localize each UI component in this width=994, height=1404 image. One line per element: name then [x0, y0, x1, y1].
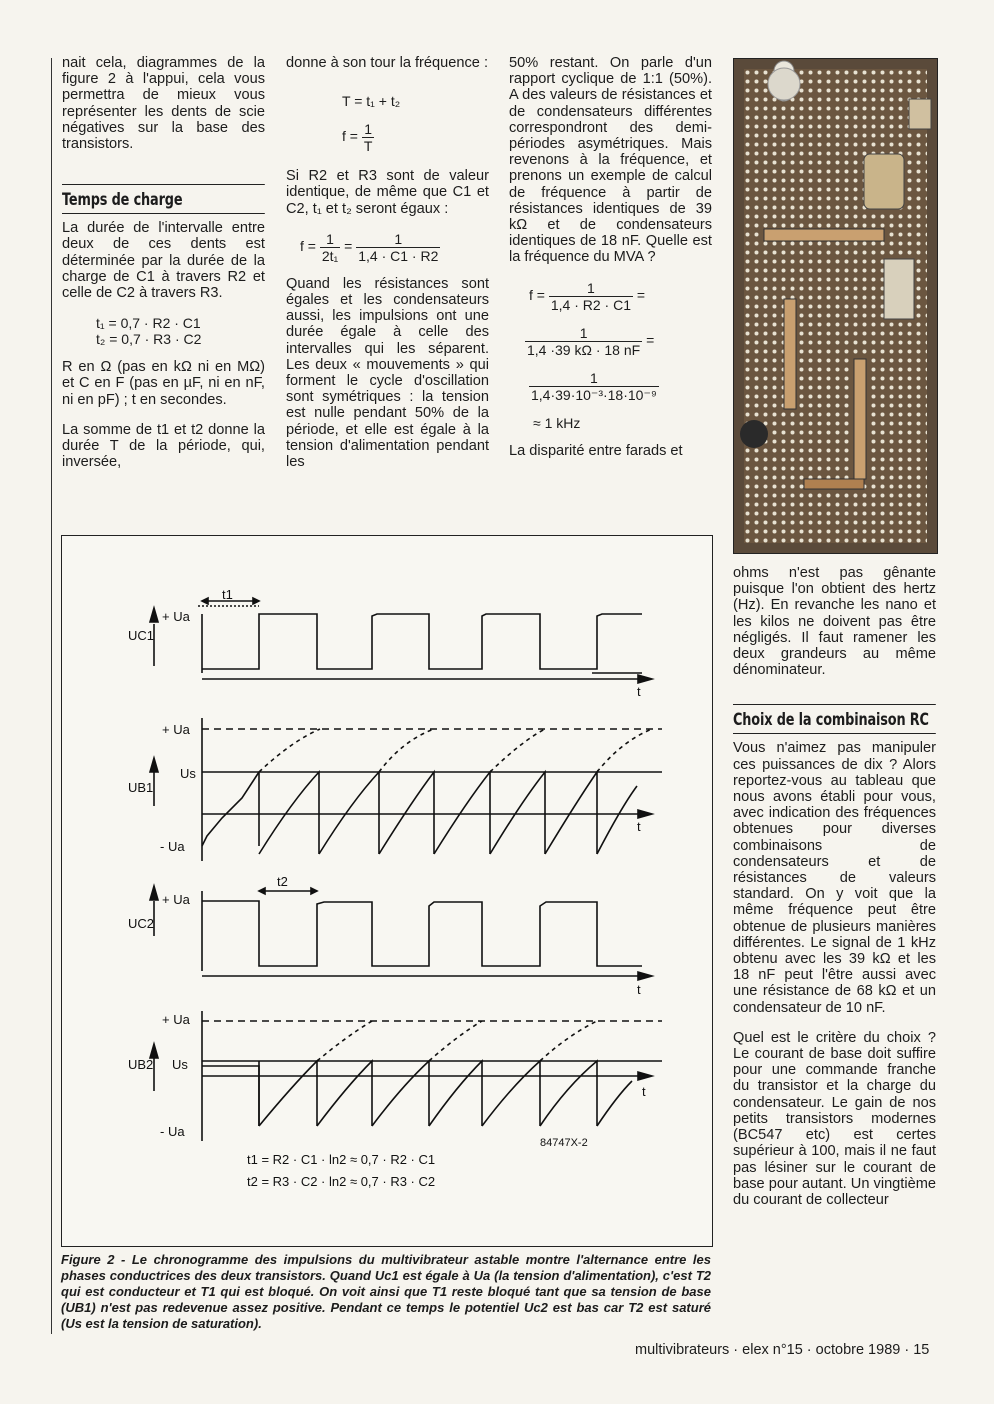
label-t1: t1: [222, 587, 233, 602]
col4-paragraph-2: Vous n'aimez pas manipuler ces puissances de dix ? Alors reportez-vous au tableau que nous avons établi pour vous, avec indication des fréquences obtenues pour diverses combinaisons de condensateurs et de résistances de valeurs standard. On y voit que la même fréquence peut être obtenue de plusieurs manières différentes. Le signal de 1 kHz obtenu avec les 39 kΩ et les 18 nF peut l'être aussi avec une résistance de 68 kΩ et un condensateur de 10 nF.: [733, 740, 936, 1016]
eq3-numerator-1: 1: [320, 231, 340, 248]
equation-symmetric: [300, 231, 489, 264]
equation-t1: t₁ = 0,7 · R2 · C1: [96, 315, 201, 332]
formula-t1: t1 = R2 · C1 · ln2 ≈ 0,7 · R2 · C1: [247, 1152, 436, 1167]
eq3-lhs: f =: [300, 238, 316, 255]
label-t-axis-1: t: [637, 684, 641, 699]
col1-paragraph-1: nait cela, diagrammes de la figure 2 à l'appui, cela vous permettra de mieux vous représenter les dents de scie négatives sur la base des transistors.: [62, 55, 265, 153]
label-uc2: UC2: [128, 916, 155, 931]
label-t-axis-3: t: [637, 982, 641, 997]
calc1-fraction: [549, 280, 633, 313]
eq3-denominator-1: 2t₁: [321, 247, 339, 264]
equation-frequency: [342, 121, 489, 154]
eq-f-denominator: T: [363, 138, 373, 155]
col4-paragraph-1: ohms n'est pas gênante puisque l'on obtient des hertz (Hz). En revanche les nano et les kilos ne doivent pas être négligés. Il faut ramener les deux grandeurs au même dénominateur.: [733, 565, 936, 679]
label-uc1-plus-ua: + Ua: [162, 609, 190, 624]
eq-f-lhs: f =: [342, 128, 358, 145]
figure-code: 84747X-2: [540, 1137, 588, 1149]
label-t-axis-2: t: [637, 819, 641, 834]
perfboard-illustration: [734, 59, 937, 553]
figure-2-timing-diagram: [61, 535, 713, 1247]
label-uc2-plus-ua: + Ua: [162, 892, 190, 907]
eq-f-numerator: 1: [362, 121, 375, 138]
calc1-numerator: 1: [549, 280, 633, 297]
calc2-numerator: 1: [525, 325, 642, 342]
eq3-numerator-2: 1: [356, 231, 440, 248]
calc1-equals: =: [636, 286, 646, 303]
label-t-axis-4: t: [642, 1084, 646, 1099]
col2-paragraph-3: Quand les résistances sont égales et les condensateurs aussi, les impulsions ont une durée égale à celle des intervalles qui les séparent. Les deux « mouvements » qui forment le cycle d'oscillation sont symétriques : la tension est nulle pendant 50% de la période, et elle est égale à la tension d'alimentation pendant les: [286, 275, 489, 471]
circuit-board-photo: [733, 58, 938, 554]
calc2-denominator: 1,4 ·39 kΩ · 18 nF: [527, 341, 641, 358]
calc3-fraction: [529, 370, 659, 403]
timing-diagram-svg: [62, 536, 712, 1246]
eq3-denominator-2: 1,4 · C1 · R2: [358, 247, 439, 264]
calc-line-3: [529, 370, 712, 403]
col2-paragraph-2: Si R2 et R3 sont de valeur identique, de même que C1 et C2, t₁ et t₂ seront égaux :: [286, 168, 489, 217]
col2-paragraph-1: donne à son tour la fréquence :: [286, 55, 489, 71]
label-t2: t2: [277, 874, 288, 889]
label-ub2-plus-ua: + Ua: [162, 1012, 190, 1027]
eq3-equals: =: [344, 238, 353, 255]
col1-paragraph-2: La durée de l'intervalle entre deux de ces dents est déterminée par la durée de la charge de C1 à travers R2 et celle de C2 à travers R3.: [62, 220, 265, 302]
page-footer: multivibrateurs · elex n°15 · octobre 1989 · 15: [635, 1342, 930, 1358]
label-uc1: UC1: [128, 628, 155, 643]
left-margin-rule: [51, 58, 52, 1334]
column-4: [733, 565, 936, 1222]
label-ub1-plus-ua: + Ua: [162, 722, 190, 737]
label-ub1: UB1: [128, 780, 154, 795]
label-ub2-minus-ua: - Ua: [160, 1124, 185, 1139]
col4-paragraph-3: Quel est le critère du choix ? Le courant de base doit suffire pour une commande franche du transistor et la charge du condensateur. Le gain de nos petits transistors modernes (BC547 etc) est certes supérieur à 100, mais il ne faut pas lésiner sur le courant de base pour autant. Un vingtième du courant de collecteur: [733, 1029, 936, 1208]
equation-period: T = t₁ + t₂: [342, 93, 401, 110]
formula-t2: t2 = R3 · C2 · ln2 ≈ 0,7 · R3 · C2: [247, 1174, 436, 1189]
calc3-numerator: 1: [529, 370, 659, 387]
label-ub1-us: Us: [180, 766, 196, 781]
calc-line-2: [525, 325, 712, 358]
calc2-fraction: [525, 325, 642, 358]
calc1-lhs: f =: [529, 286, 545, 303]
equation-t2: t₂ = 0,7 · R3 · C2: [96, 331, 202, 348]
calc-result: ≈ 1 kHz: [533, 414, 581, 431]
label-ub2: UB2: [128, 1057, 154, 1072]
calc1-denominator: 1,4 · R2 · C1: [550, 296, 631, 313]
eq3-fraction-1: [320, 231, 340, 264]
column-2: [286, 55, 489, 484]
calc2-equals: =: [646, 331, 655, 348]
eq3-fraction-2: [356, 231, 440, 264]
heading-temps-de-charge: Temps de charge: [62, 184, 265, 214]
col3-paragraph-1: 50% restant. On parle d'un rapport cyclique de 1:1 (50%). A des valeurs de résistances et de condensateurs différentes correspondront des demi-périodes asymétriques. Mais revenons à la fréquence, et prenons un exemple de calcul de fréquence à partir de résistances identiques de 39 kΩ et de condensateurs identiques de 18 nF. Quelle est la fréquence du MVA ?: [509, 55, 712, 266]
eq-f-fraction: [362, 121, 375, 154]
calc3-denominator: 1,4·39·10⁻³·18·10⁻⁹: [531, 386, 657, 403]
col3-paragraph-2: La disparité entre farads et: [509, 442, 683, 459]
label-ub2-us: Us: [172, 1057, 188, 1072]
col1-paragraph-4: La somme de t1 et t2 donne la durée T de la période, qui, inversée,: [62, 421, 265, 471]
column-1: [62, 55, 265, 484]
label-ub1-minus-ua: - Ua: [160, 839, 185, 854]
calc-line-1: [529, 280, 712, 313]
figure-caption: Figure 2 - Le chronogramme des impulsions du multivibrateur astable montre l'alternance entre les phases conductrices des deux transistors. Quand Uc1 est égale à Ua (la tension d'alimentation), c'est T2 qui est conducteur et T1 qui est bloqué. On voit ainsi que T1 reste bloqué tant que sa tension de base (UB1) n'est pas redevenue assez positive. Pendant ce temps le potentiel Uc2 est bas car T2 est saturé (Us est la tension de saturation).: [61, 1252, 711, 1331]
col1-paragraph-3: R en Ω (pas en kΩ ni en MΩ) et C en F (pas en µF, ni en nF, ni en pF) ; t en secondes.: [62, 359, 265, 408]
heading-choix-rc: Choix de la combinaison RC: [733, 704, 936, 734]
column-3: [509, 55, 712, 473]
